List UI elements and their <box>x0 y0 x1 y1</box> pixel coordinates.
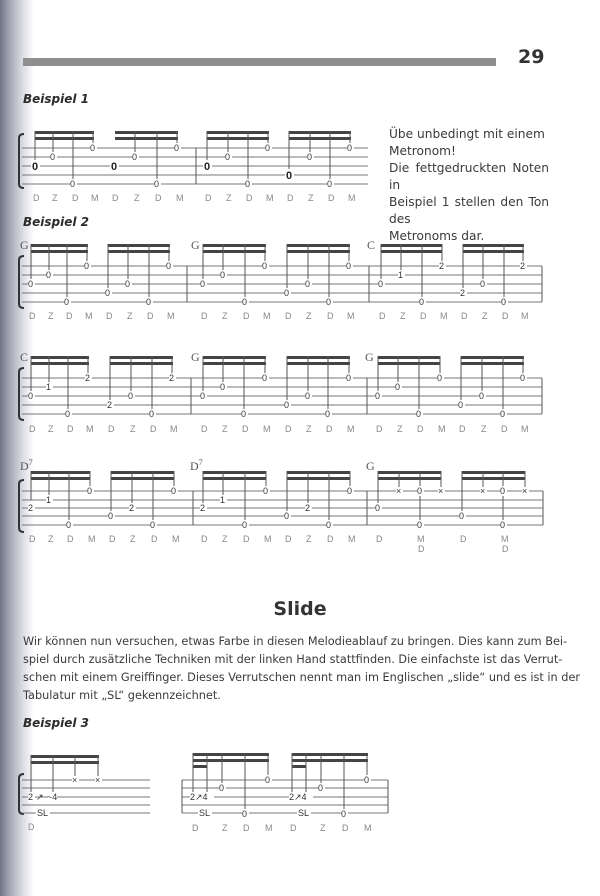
svg-text:0: 0 <box>263 486 269 496</box>
header-bar <box>23 58 496 66</box>
svg-text:0: 0 <box>501 297 507 307</box>
svg-text:~4: ~4 <box>47 792 58 802</box>
svg-text:0: 0 <box>146 297 152 307</box>
svg-text:M: M <box>88 534 96 544</box>
svg-text:D: D <box>501 424 508 434</box>
svg-text:D: D <box>420 311 427 321</box>
svg-text:0: 0 <box>108 511 114 521</box>
svg-text:D: D <box>151 534 158 544</box>
svg-text:M: M <box>347 311 355 321</box>
svg-text:Z: Z <box>400 311 406 321</box>
svg-text:D: D <box>327 311 334 321</box>
svg-text:0: 0 <box>520 373 526 383</box>
svg-text:0: 0 <box>200 391 206 401</box>
svg-text:D: D <box>29 534 36 544</box>
svg-text:C: C <box>367 238 376 252</box>
svg-text:D: D <box>376 534 383 544</box>
svg-text:0: 0 <box>128 391 134 401</box>
tab-example-2-row-2 <box>0 348 560 438</box>
dead-note-icon: × <box>396 486 402 496</box>
svg-text:SL: SL <box>298 808 310 818</box>
svg-text:0: 0 <box>220 382 226 392</box>
svg-text:0: 0 <box>286 170 293 182</box>
svg-text:0: 0 <box>416 409 422 419</box>
svg-text:0: 0 <box>325 409 331 419</box>
svg-text:C: C <box>20 350 29 364</box>
svg-text:D: D <box>418 544 425 554</box>
svg-text:2: 2 <box>107 400 113 410</box>
svg-text:0: 0 <box>262 261 268 271</box>
svg-text:D: D <box>108 424 115 434</box>
svg-text:2: 2 <box>460 288 466 298</box>
svg-text:0: 0 <box>284 400 290 410</box>
svg-text:0: 0 <box>111 161 118 173</box>
svg-text:D: D <box>28 822 35 832</box>
svg-text:G: G <box>191 350 200 364</box>
svg-text:D: D <box>109 534 116 544</box>
svg-text:D: D <box>72 193 79 203</box>
svg-text:0: 0 <box>326 520 332 530</box>
svg-text:0: 0 <box>241 409 247 419</box>
svg-text:0: 0 <box>378 279 384 289</box>
svg-text:0: 0 <box>347 486 353 496</box>
svg-text:D: D <box>192 823 199 833</box>
svg-text:0: 0 <box>174 143 180 153</box>
svg-text:Z: Z <box>48 534 54 544</box>
svg-text:0: 0 <box>265 775 271 785</box>
svg-text:0: 0 <box>28 279 34 289</box>
svg-text:0: 0 <box>480 279 486 289</box>
svg-text:0: 0 <box>307 152 313 162</box>
dead-note-icon: × <box>480 486 486 496</box>
svg-text:0: 0 <box>437 373 443 383</box>
svg-text:M: M <box>176 193 184 203</box>
svg-text:0: 0 <box>219 783 225 793</box>
section-title-slide: Slide <box>273 598 327 620</box>
svg-text:0: 0 <box>204 161 211 173</box>
svg-text:0: 0 <box>87 486 93 496</box>
svg-text:1: 1 <box>46 382 52 392</box>
svg-text:0: 0 <box>150 520 156 530</box>
svg-text:0: 0 <box>364 775 370 785</box>
svg-text:Z: Z <box>306 424 312 434</box>
svg-text:0: 0 <box>346 261 352 271</box>
svg-text:1: 1 <box>398 270 404 280</box>
dead-note-icon: × <box>438 486 444 496</box>
svg-text:M: M <box>86 424 94 434</box>
svg-text:D: D <box>417 424 424 434</box>
svg-text:M: M <box>263 424 271 434</box>
svg-text:0: 0 <box>84 261 90 271</box>
svg-text:2↗4: 2↗4 <box>289 792 307 802</box>
svg-text:D: D <box>290 823 297 833</box>
svg-text:2: 2 <box>28 503 34 513</box>
svg-text:D: D <box>201 424 208 434</box>
svg-text:D: D <box>150 424 157 434</box>
dead-note-icon: × <box>522 486 528 496</box>
svg-text:0: 0 <box>500 409 506 419</box>
svg-text:0: 0 <box>166 261 172 271</box>
svg-text:M: M <box>438 424 446 434</box>
svg-text:0: 0 <box>395 382 401 392</box>
svg-text:0: 0 <box>64 297 70 307</box>
svg-text:1: 1 <box>220 495 226 505</box>
dead-note-icon: × <box>72 775 78 785</box>
svg-text:2: 2 <box>200 503 206 513</box>
svg-text:2: 2 <box>169 373 175 383</box>
svg-text:0: 0 <box>132 152 138 162</box>
svg-text:0: 0 <box>28 391 34 401</box>
svg-text:0: 0 <box>459 511 465 521</box>
svg-text:D: D <box>112 193 119 203</box>
svg-text:SL: SL <box>37 808 49 818</box>
svg-text:M: M <box>172 534 180 544</box>
svg-text:D: D <box>201 311 208 321</box>
svg-text:D: D <box>285 534 292 544</box>
svg-text:D: D <box>327 534 334 544</box>
svg-text:Z: Z <box>320 823 326 833</box>
svg-text:D: D <box>242 424 249 434</box>
svg-text:0: 0 <box>375 391 381 401</box>
svg-text:D: D <box>376 424 383 434</box>
svg-text:0: 0 <box>284 511 290 521</box>
svg-text:D: D <box>461 311 468 321</box>
svg-text:0: 0 <box>479 391 485 401</box>
svg-text:0: 0 <box>242 297 248 307</box>
svg-text:M: M <box>521 424 529 434</box>
svg-text:M: M <box>440 311 448 321</box>
svg-text:0: 0 <box>125 279 131 289</box>
svg-text:1: 1 <box>46 495 52 505</box>
svg-text:0: 0 <box>32 161 39 173</box>
svg-text:M: M <box>348 193 356 203</box>
svg-text:0: 0 <box>318 783 324 793</box>
svg-text:D: D <box>147 311 154 321</box>
svg-text:SL: SL <box>199 808 211 818</box>
svg-text:D: D <box>460 534 467 544</box>
svg-text:M: M <box>263 311 271 321</box>
svg-text:0: 0 <box>245 179 251 189</box>
svg-text:0: 0 <box>154 179 160 189</box>
svg-text:D: D <box>379 311 386 321</box>
svg-text:G: G <box>366 459 375 473</box>
svg-text:0: 0 <box>70 179 76 189</box>
svg-text:M: M <box>85 311 93 321</box>
svg-text:0: 0 <box>375 503 381 513</box>
svg-text:0: 0 <box>242 809 248 819</box>
svg-text:M: M <box>266 193 274 203</box>
svg-text:2: 2 <box>129 503 135 513</box>
chord-d7: $D^7$ <box>20 458 33 473</box>
svg-text:D: D <box>328 193 335 203</box>
svg-text:D: D <box>342 823 349 833</box>
page-number: 29 <box>518 46 545 68</box>
svg-text:Z: Z <box>127 311 133 321</box>
tab-example-2-row-1 <box>0 236 560 326</box>
svg-text:0: 0 <box>90 143 96 153</box>
svg-text:Z: Z <box>222 424 228 434</box>
svg-text:Z: Z <box>226 193 232 203</box>
tab-example-3 <box>0 750 560 840</box>
svg-text:G: G <box>191 238 200 252</box>
svg-text:D: D <box>67 424 74 434</box>
svg-text:M: M <box>91 193 99 203</box>
svg-text:Z: Z <box>222 823 228 833</box>
svg-text:D: D <box>243 534 250 544</box>
svg-text:M: M <box>170 424 178 434</box>
svg-text:D: D <box>29 424 36 434</box>
svg-text:M: M <box>348 534 356 544</box>
svg-text:M: M <box>264 534 272 544</box>
chord-d7: $D^7$ <box>190 458 203 473</box>
svg-text:D: D <box>285 424 292 434</box>
svg-text:D: D <box>205 193 212 203</box>
svg-text:Z: Z <box>306 311 312 321</box>
svg-text:2: 2 <box>28 792 34 802</box>
svg-text:2: 2 <box>305 503 311 513</box>
svg-text:Z: Z <box>397 424 403 434</box>
svg-text:Z: Z <box>308 193 314 203</box>
svg-text:D: D <box>502 544 509 554</box>
svg-text:2: 2 <box>85 373 91 383</box>
svg-text:D: D <box>33 193 40 203</box>
svg-text:0: 0 <box>500 486 506 496</box>
svg-text:M: M <box>167 311 175 321</box>
svg-text:0: 0 <box>46 270 52 280</box>
svg-text:M: M <box>347 424 355 434</box>
svg-text:G: G <box>365 350 374 364</box>
tab-example-1 <box>0 120 380 210</box>
svg-text:D: D <box>201 534 208 544</box>
svg-text:0: 0 <box>327 179 333 189</box>
svg-text:Z: Z <box>134 193 140 203</box>
svg-text:0: 0 <box>417 486 423 496</box>
slide-paragraph: Wir können nun versuchen, etwas Farbe in diesen Melodieablauf zu bringen. Dies kann zum Bei- spiel durch zusätzliche Techniken mit der linken Hand stattfinden. Die einfachste ist das Verrut- schen mit einem Greiffinger. Dieses Verrutschen nennt man im Englischen „slide“ und es ist in der Tabulatur mit „SL“ gekennzeichnet. <box>23 635 581 702</box>
svg-text:D: D <box>243 311 250 321</box>
svg-text:M: M <box>501 534 509 544</box>
svg-text:D: D <box>326 424 333 434</box>
svg-text:0: 0 <box>417 520 423 530</box>
svg-text:0: 0 <box>326 297 332 307</box>
svg-text:D: D <box>287 193 294 203</box>
svg-text:D: D <box>106 311 113 321</box>
svg-text:0: 0 <box>347 143 353 153</box>
example-3-label: Beispiel 3 <box>23 716 90 730</box>
svg-text:0: 0 <box>305 391 311 401</box>
svg-text:D: D <box>67 534 74 544</box>
svg-text:D: D <box>29 311 36 321</box>
svg-text:D: D <box>246 193 253 203</box>
svg-text:0: 0 <box>200 279 206 289</box>
svg-text:Z: Z <box>222 311 228 321</box>
svg-text:0: 0 <box>105 288 111 298</box>
svg-text:Z: Z <box>306 534 312 544</box>
svg-text:0: 0 <box>458 400 464 410</box>
svg-text:0: 0 <box>171 486 177 496</box>
metronome-note: Übe unbedingt mit einem Metronom! Die fettgedruckten Noten in Beispiel 1 stellen den Ton des Metronoms dar. <box>389 127 549 243</box>
svg-text:0: 0 <box>500 520 506 530</box>
svg-text:2: 2 <box>439 261 445 271</box>
svg-text:Z: Z <box>48 311 54 321</box>
svg-text:0: 0 <box>225 152 231 162</box>
svg-text:Z: Z <box>481 424 487 434</box>
svg-text:G: G <box>20 238 29 252</box>
svg-text:Z: Z <box>130 534 136 544</box>
svg-text:Z: Z <box>52 193 58 203</box>
svg-text:0: 0 <box>305 279 311 289</box>
svg-text:↗: ↗ <box>36 792 44 802</box>
svg-text:2: 2 <box>520 261 526 271</box>
svg-text:M: M <box>417 534 425 544</box>
svg-text:M: M <box>265 823 273 833</box>
dead-note-icon: × <box>95 775 101 785</box>
svg-text:0: 0 <box>284 288 290 298</box>
example-1-label: Beispiel 1 <box>23 92 90 106</box>
svg-text:0: 0 <box>419 297 425 307</box>
svg-text:0: 0 <box>66 520 72 530</box>
svg-text:Z: Z <box>482 311 488 321</box>
svg-text:0: 0 <box>220 270 226 280</box>
svg-text:M: M <box>364 823 372 833</box>
tab-example-2-row-3 <box>0 458 560 558</box>
svg-text:D: D <box>155 193 162 203</box>
svg-text:0: 0 <box>149 409 155 419</box>
svg-text:0: 0 <box>341 809 347 819</box>
svg-text:Z: Z <box>130 424 136 434</box>
svg-text:0: 0 <box>262 373 268 383</box>
svg-text:D: D <box>459 424 466 434</box>
svg-text:0: 0 <box>50 152 56 162</box>
svg-text:Z: Z <box>48 424 54 434</box>
svg-text:0: 0 <box>242 520 248 530</box>
svg-text:D: D <box>66 311 73 321</box>
example-2-label: Beispiel 2 <box>23 215 90 229</box>
svg-text:D: D <box>502 311 509 321</box>
svg-text:D: D <box>243 823 250 833</box>
svg-text:D: D <box>285 311 292 321</box>
svg-text:M: M <box>521 311 529 321</box>
svg-text:Z: Z <box>222 534 228 544</box>
svg-text:0: 0 <box>346 373 352 383</box>
svg-text:2↗4: 2↗4 <box>190 792 208 802</box>
svg-text:0: 0 <box>65 409 71 419</box>
svg-text:0: 0 <box>265 143 271 153</box>
